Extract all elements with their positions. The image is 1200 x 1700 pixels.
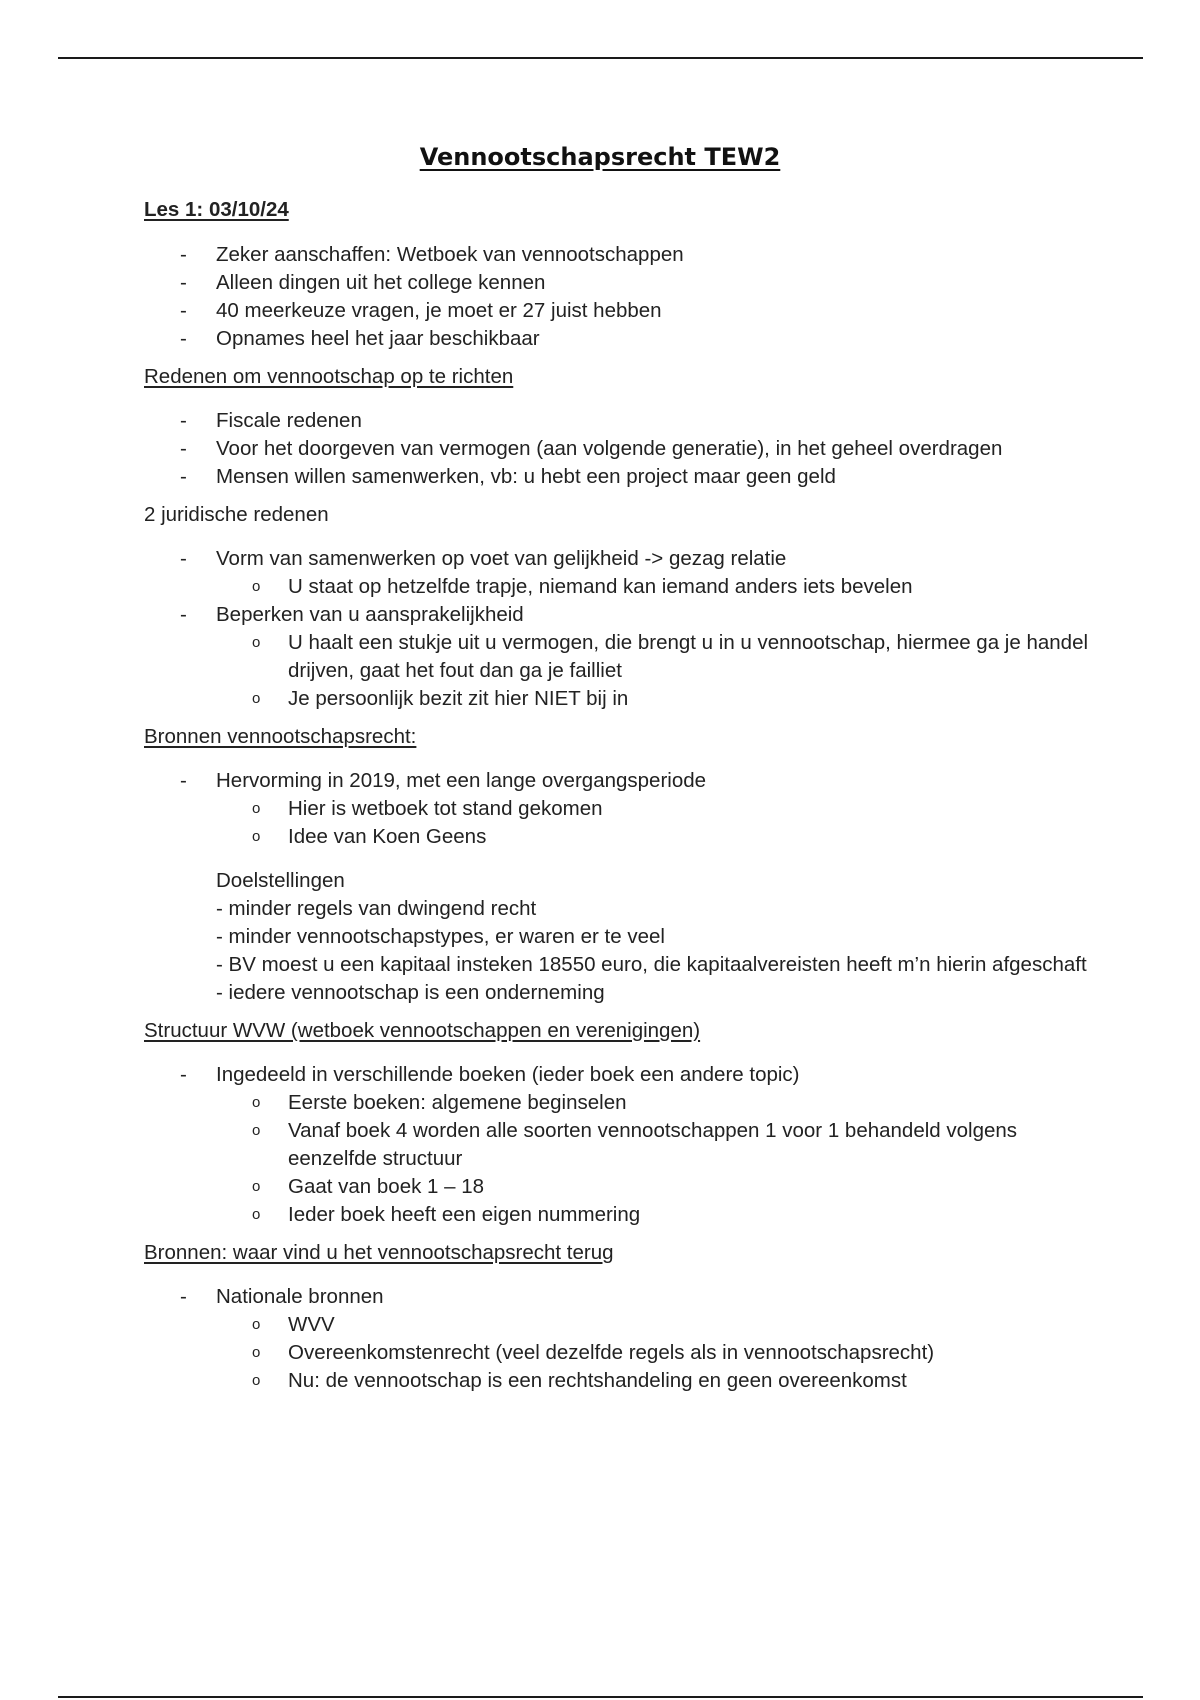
juridische-list [144, 545, 1104, 713]
document-body [144, 196, 1104, 1395]
sub-list-item: o Ieder boek heeft een eigen nummering [216, 1201, 1104, 1229]
sub-list [216, 629, 1104, 713]
circle-bullet: o [252, 800, 261, 817]
redenen-list [144, 407, 1104, 491]
list-item: - Vorm van samenwerken op voet van gelijkheid -> gezag relatie o U staat op hetzelfde trapje, niemand kan iemand anders iets bevelen [144, 545, 1104, 601]
sub-list-item: o Overeenkomstenrecht (veel dezelfde regels als in vennootschapsrecht) [216, 1339, 1104, 1367]
circle-bullet: o [252, 1316, 261, 1333]
dash-bullet: - [180, 547, 187, 570]
circle-bullet: o [252, 690, 261, 707]
goal-item: - minder regels van dwingend recht [216, 897, 537, 920]
intro-list [144, 241, 1104, 353]
section-heading-redenen: Redenen om vennootschap op te richten [144, 365, 514, 388]
circle-bullet: o [252, 1344, 261, 1361]
sub-list [216, 1089, 1104, 1229]
list-item: - Nationale bronnen o WVV o Overeenkomstenrecht (veel dezelfde regels als in vennootschapsrecht) o Nu: de vennootschap is een rechtshandeling en geen overeenkomst [144, 1283, 1104, 1395]
section-heading-bronnen-terug: Bronnen: waar vind u het vennootschapsrecht terug [144, 1241, 614, 1264]
bronnen-list [144, 767, 1104, 851]
goals-title: Doelstellingen [216, 869, 345, 892]
sub-list-item: o Gaat van boek 1 – 18 [216, 1173, 1104, 1201]
bottom-rule [58, 1696, 1143, 1698]
goal-item: - minder vennootschapstypes, er waren er te veel [216, 925, 665, 948]
sub-list [216, 1311, 1104, 1395]
dash-bullet: - [180, 299, 187, 322]
goal-item: - BV moest u een kapitaal insteken 18550 euro, die kapitaalvereisten heeft m’n hierin afgeschaft [216, 953, 1087, 976]
list-item: - Mensen willen samenwerken, vb: u hebt een project maar geen geld [144, 463, 1104, 491]
section-heading-bronnen: Bronnen vennootschapsrecht: [144, 725, 417, 748]
sub-list-item: o U staat op hetzelfde trapje, niemand kan iemand anders iets bevelen [216, 573, 1104, 601]
list-item: - 40 meerkeuze vragen, je moet er 27 juist hebben [144, 297, 1104, 325]
sub-list [216, 795, 1104, 851]
circle-bullet: o [252, 1178, 261, 1195]
circle-bullet: o [252, 828, 261, 845]
dash-bullet: - [180, 465, 187, 488]
sub-list-item: o U haalt een stukje uit u vermogen, die brengt u in u vennootschap, hiermee ga je handel drijven, gaat het fout dan ga je failliet [252, 631, 1089, 682]
dash-bullet: - [180, 769, 187, 792]
sub-list-item: o Hier is wetboek tot stand gekomen [216, 795, 1104, 823]
sub-list-item: o Idee van Koen Geens [216, 823, 1104, 851]
list-item: - Opnames heel het jaar beschikbaar [144, 325, 1104, 353]
list-item: - Ingedeeld in verschillende boeken (ieder boek een andere topic) o Eerste boeken: algemene beginselen o Vanaf boek 4 worden alle soorten vennootschappen 1 voor 1 behandeld volgens eenzelfde structuur o Gaat van boek 1 – 18 o Ieder boek heeft een eigen nummering [144, 1061, 1104, 1229]
circle-bullet: o [252, 634, 261, 651]
goal-item: - iedere vennootschap is een onderneming [216, 981, 605, 1004]
top-rule [58, 57, 1143, 59]
list-item: - Voor het doorgeven van vermogen (aan volgende generatie), in het geheel overdragen [144, 435, 1104, 463]
section-heading-structuur: Structuur WVW (wetboek vennootschappen en verenigingen) [144, 1019, 701, 1042]
lesson-heading: Les 1: 03/10/24 [144, 198, 289, 221]
dash-bullet: - [180, 437, 187, 460]
circle-bullet: o [252, 578, 261, 595]
nationale-bronnen-list [144, 1283, 1104, 1395]
goals-block [144, 867, 1104, 1007]
list-item: - Hervorming in 2019, met een lange overgangsperiode o Hier is wetboek tot stand gekomen o Idee van Koen Geens [144, 767, 1104, 851]
list-item: - Alleen dingen uit het college kennen [144, 269, 1104, 297]
dash-bullet: - [180, 1063, 187, 1086]
dash-bullet: - [180, 603, 187, 626]
sub-list-item: o Vanaf boek 4 worden alle soorten vennootschappen 1 voor 1 behandeld volgens eenzelfde structuur [252, 1119, 1018, 1170]
circle-bullet: o [252, 1206, 261, 1223]
sub-list [216, 573, 1104, 601]
dash-bullet: - [180, 1285, 187, 1308]
sub-list-item: o WVV [216, 1311, 1104, 1339]
dash-bullet: - [180, 271, 187, 294]
dash-bullet: - [180, 243, 187, 266]
sub-list-item: o Nu: de vennootschap is een rechtshandeling en geen overeenkomst [216, 1367, 1104, 1395]
dash-bullet: - [180, 327, 187, 350]
list-item: - Zeker aanschaffen: Wetboek van vennootschappen [144, 241, 1104, 269]
circle-bullet: o [252, 1094, 261, 1111]
structuur-list [144, 1061, 1104, 1229]
list-item: - Beperken van u aansprakelijkheid o U haalt een stukje uit u vermogen, die brengt u in u vennootschap, hiermee ga je handel drijven, gaat het fout dan ga je failliet o Je persoonlijk bezit zit hier NIET bij in [144, 601, 1104, 713]
sub-list-item: o Je persoonlijk bezit zit hier NIET bij in [216, 685, 1104, 713]
section-heading-juridische-redenen: 2 juridische redenen [144, 503, 329, 526]
circle-bullet: o [252, 1372, 261, 1389]
dash-bullet: - [180, 409, 187, 432]
list-item: - Fiscale redenen [144, 407, 1104, 435]
circle-bullet: o [252, 1122, 261, 1139]
sub-list-item: o Eerste boeken: algemene beginselen [216, 1089, 1104, 1117]
document-title: Vennootschapsrecht TEW2 [419, 143, 781, 171]
